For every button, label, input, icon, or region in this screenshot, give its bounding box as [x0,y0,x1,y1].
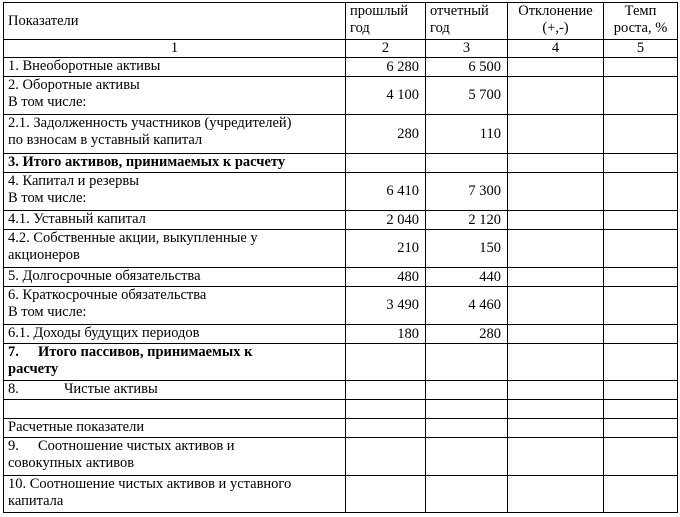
growth-rate-value [604,381,678,400]
deviation-value [508,115,604,154]
deviation-value [508,438,604,476]
curr-year-value: 440 [426,268,508,287]
deviation-value [508,287,604,325]
curr-year-value: 110 [426,115,508,154]
deviation-value [508,154,604,173]
prev-year-value: 6 280 [346,58,426,77]
indicators-table [3,2,678,513]
deviation-value [508,58,604,77]
row-label: 4.2. Собственные акции, выкупленные у акционеров [4,230,346,268]
col-number: 5 [604,40,678,58]
row-label: 6. Краткосрочные обязательства В том числе: [4,287,346,325]
deviation-value [508,211,604,230]
deviation-value [508,476,604,513]
table-row [4,287,678,325]
prev-year-value [346,438,426,476]
prev-year-value: 210 [346,230,426,268]
prev-year-value: 280 [346,115,426,154]
deviation-value [508,230,604,268]
growth-rate-value [604,325,678,344]
table-row [4,400,678,419]
growth-rate-value [604,438,678,476]
deviation-value [508,325,604,344]
prev-year-value: 4 100 [346,77,426,115]
growth-rate-value [604,211,678,230]
growth-rate-value [604,400,678,419]
prev-year-value: 6 410 [346,173,426,211]
deviation-value [508,77,604,115]
curr-year-value: 2 120 [426,211,508,230]
row-label [4,344,346,381]
row-label: 5. Долгосрочные обязательства [4,268,346,287]
col-number: 3 [426,40,508,58]
col-number: 4 [508,40,604,58]
table-row [4,230,678,268]
header-curr-year: отчетный год [426,3,508,40]
table-row [4,77,678,115]
curr-year-value: 6 500 [426,58,508,77]
deviation-value [508,173,604,211]
growth-rate-value [604,58,678,77]
curr-year-value [426,438,508,476]
deviation-value [508,381,604,400]
prev-year-value [346,381,426,400]
growth-rate-value [604,344,678,381]
growth-rate-value [604,268,678,287]
row-label [4,381,346,400]
row-label: 6.1. Доходы будущих периодов [4,325,346,344]
numbering-row [4,40,678,58]
curr-year-value [426,344,508,381]
table-row [4,325,678,344]
col-number: 1 [4,40,346,58]
growth-rate-value [604,230,678,268]
table-row [4,344,678,381]
curr-year-value: 7 300 [426,173,508,211]
table-row [4,476,678,513]
row-label: 10. Соотношение чистых активов и уставного капитала [4,476,346,513]
prev-year-value: 2 040 [346,211,426,230]
header-growth-rate: Темп роста, % [604,3,678,40]
growth-rate-value [604,154,678,173]
deviation-value [508,400,604,419]
table-row [4,173,678,211]
curr-year-value [426,154,508,173]
curr-year-value: 150 [426,230,508,268]
deviation-value [508,344,604,381]
table-row [4,154,678,173]
row-label: 3. Итого активов, принимаемых к расчету [4,154,346,173]
growth-rate-value [604,77,678,115]
prev-year-value [346,344,426,381]
row-label: 4. Капитал и резервы В том числе: [4,173,346,211]
row-label: 4.1. Уставный капитал [4,211,346,230]
curr-year-value [426,419,508,438]
table-row [4,419,678,438]
deviation-value [508,268,604,287]
prev-year-value [346,400,426,419]
prev-year-value: 3 490 [346,287,426,325]
header-deviation: Отклонение (+,-) [508,3,604,40]
row-label: Расчетные показатели [4,419,346,438]
table-row [4,381,678,400]
table-row [4,438,678,476]
table-row [4,211,678,230]
row-label-text: Чистые активы [64,381,158,397]
row-number: 7. [8,344,19,360]
curr-year-value [426,381,508,400]
col-number: 2 [346,40,426,58]
growth-rate-value [604,287,678,325]
curr-year-value: 4 460 [426,287,508,325]
deviation-value [508,419,604,438]
curr-year-value: 5 700 [426,77,508,115]
prev-year-value [346,476,426,513]
growth-rate-value [604,173,678,211]
header-indicators: Показатели [4,3,346,40]
table-row [4,58,678,77]
prev-year-value: 480 [346,268,426,287]
row-number: 9. [8,438,19,454]
curr-year-value: 280 [426,325,508,344]
growth-rate-value [604,476,678,513]
row-label: 2.1. Задолженность участников (учредителей) по взносам в уставный капитал [4,115,346,154]
row-number: 8. [8,381,19,397]
header-prev-year: прошлый год [346,3,426,40]
prev-year-value [346,154,426,173]
row-label [4,400,346,419]
row-label-text: Соотношение чистых активов и совокупных активов [8,438,235,471]
row-label: 1. Внеоборотные активы [4,58,346,77]
row-label-text: Итого пассивов, принимаемых к расчету [8,344,253,377]
row-label: 2. Оборотные активы В том числе: [4,77,346,115]
growth-rate-value [604,115,678,154]
growth-rate-value [604,419,678,438]
prev-year-value: 180 [346,325,426,344]
table-header-row [4,3,678,40]
row-label [4,438,346,476]
prev-year-value [346,419,426,438]
table-row [4,268,678,287]
table-row [4,115,678,154]
curr-year-value [426,476,508,513]
curr-year-value [426,400,508,419]
